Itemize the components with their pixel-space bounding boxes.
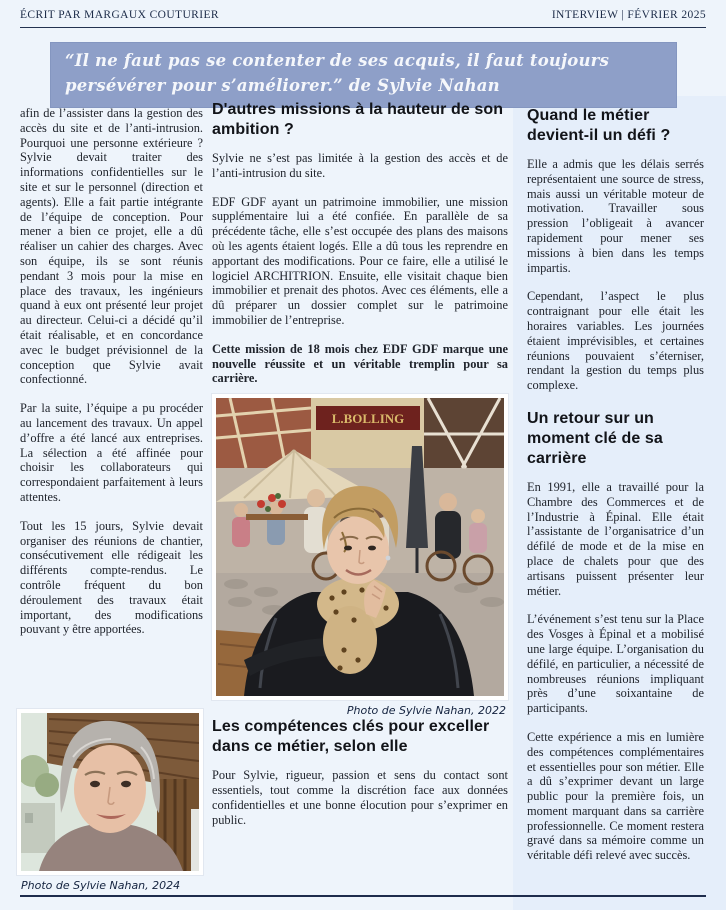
article-paragraph: L’événement s’est tenu sur la Place des Vosges à Épinal et a mobilisé une large équipe. L’organisation du défilé, en particulier, a nécessité de nombreuses réunions impliquant près d’une soixantaine de participants. xyxy=(527,612,704,716)
footer-divider xyxy=(20,895,706,897)
article-paragraph: Tout les 15 jours, Sylvie devait organiser des réunions de chantier, consécutivement elle rédigeait les différents compte-rendus. Le contrôle fréquent du bon déroulement des travaux était important, des modifications pouvant y être apportées. xyxy=(20,518,203,637)
article-paragraph: Sylvie ne s’est pas limitée à la gestion des accès et de l’anti-intrusion du site. xyxy=(212,151,508,180)
header-divider xyxy=(20,27,706,28)
article-paragraph: Cependant, l’aspect le plus contraignant pour elle était les horaires variables. Les journées étaient imprévisibles, et certaines réunions pouvaient s’éterniser, rendant la gestion du temps plus complexe. xyxy=(527,289,704,393)
article-paragraph: En 1991, elle a travaillé pour la Chambre des Commerces et de l’Industrie à Épinal. Elle était l’assistante de l’organisatrice d’un défilé de mode et de la mise en place de chalets pour que des artisans puissent présenter leur métier. xyxy=(527,479,704,598)
article-paragraph-bold: Cette mission de 18 mois chez EDF GDF marque une nouvelle réussite et un véritable tremplin pour sa carrière. xyxy=(212,341,508,386)
photo-sylvie-2024 xyxy=(17,709,203,875)
quote-text: “Il ne faut pas se contenter de ses acquis, il faut toujours persévérer pour s’améliorer.” de Sylvie Nahan xyxy=(65,51,610,95)
article-paragraph: Elle a admis que les délais serrés représentaient une source de stress, mais aussi un véritable moteur de motivation. Travailler sous pression l’obligeait à avancer rapidement pour mener ses missions à bien dans les temps impartis. xyxy=(527,157,704,275)
selfie-illustration xyxy=(21,713,199,871)
header-issue: INTERVIEW | FÉVRIER 2025 xyxy=(551,9,706,21)
right-column xyxy=(527,106,704,877)
photo-caption-2022: Photo de Sylvie Nahan, 2022 xyxy=(346,704,506,718)
heading-retour: Un retour sur un moment clé de sa carrière xyxy=(527,409,663,467)
article-paragraph: EDF GDF ayant un patrimoine immobilier, une mission supplémentaire lui a été confiée. En parallèle de sa précédente tâche, elle s’est occupée des plans des maisons où les agents étaient logés. Elle a dû tous les reprendre en apportant des modifications. Pour ce faire, elle a utilisé le logiciel ARCHITRION. Ensuite, elle visitait chaque bien immobilier et prenait des photos. Avec ces éléments, elle a dû préparer un dossier complet sur le patrimoine immobilier de l’entreprise. xyxy=(212,194,508,327)
quote-banner xyxy=(50,42,677,108)
middle-column xyxy=(212,100,508,841)
photo-sign-text: L.BOLLING xyxy=(331,411,405,427)
heading-missions: D'autres missions à la hauteur de son ambition ? xyxy=(212,101,504,138)
photo-caption-2024: Photo de Sylvie Nahan, 2024 xyxy=(21,879,181,892)
article-paragraph: afin de l’assister dans la gestion des accès du site et de l’anti-intrusion. Pourquoi une personne extérieure ? Sylvie devait traiter des informations confidentielles sur le site et sur le personnel (direction et agents). Elle a fait partie intégrante de l’équipe de conception. Pour mener a bien ce projet, elle a dû réaliser un cahier des charges. Avec son équipe, ils se sont réunis pendant 3 mois pour la mise en place des travaux, les ingénieurs quand à eux ont présenté leur projet au directeur. Celui-ci a décidé qu’il était réalisable, et en concordance avec le budget prévisionnel de la conception que Sylvie avait confectionné. xyxy=(20,106,203,387)
article-paragraph: Pour Sylvie, rigueur, passion et sens du contact sont essentiels, tout comme la discrétion face aux données confidentielles et une bonne élocution pour s’exprimer en public. xyxy=(212,768,508,827)
left-column xyxy=(20,106,203,651)
article-paragraph: Cette expérience a mis en lumière des compétences complémentaires et essentielles pour son métier. Elle a dû s’exprimer devant un large public pour la première fois, un moment marquant dans sa carrière professionnelle. Ce moment restera gravé dans sa mémoire comme un véritable défi relevé avec succès. xyxy=(527,729,704,863)
heading-competences: Les compétences clés pour exceller dans ce métier, selon elle xyxy=(212,718,490,756)
article-paragraph: Par la suite, l’équipe a pu procéder au lancement des travaux. Un appel d’offre a été lancé aux entreprises. La sélection a été affinée pour choisir les collaborateurs qui correspondaient parfaitement à leurs attentes. xyxy=(20,401,203,504)
heading-defi: Quand le métier devient-il un défi ? xyxy=(527,107,671,144)
photo-sylvie-2022 xyxy=(212,394,508,700)
page-header xyxy=(20,9,706,21)
header-byline: ÉCRIT PAR MARGAUX COUTURIER xyxy=(20,9,219,21)
cafe-illustration xyxy=(216,398,504,696)
